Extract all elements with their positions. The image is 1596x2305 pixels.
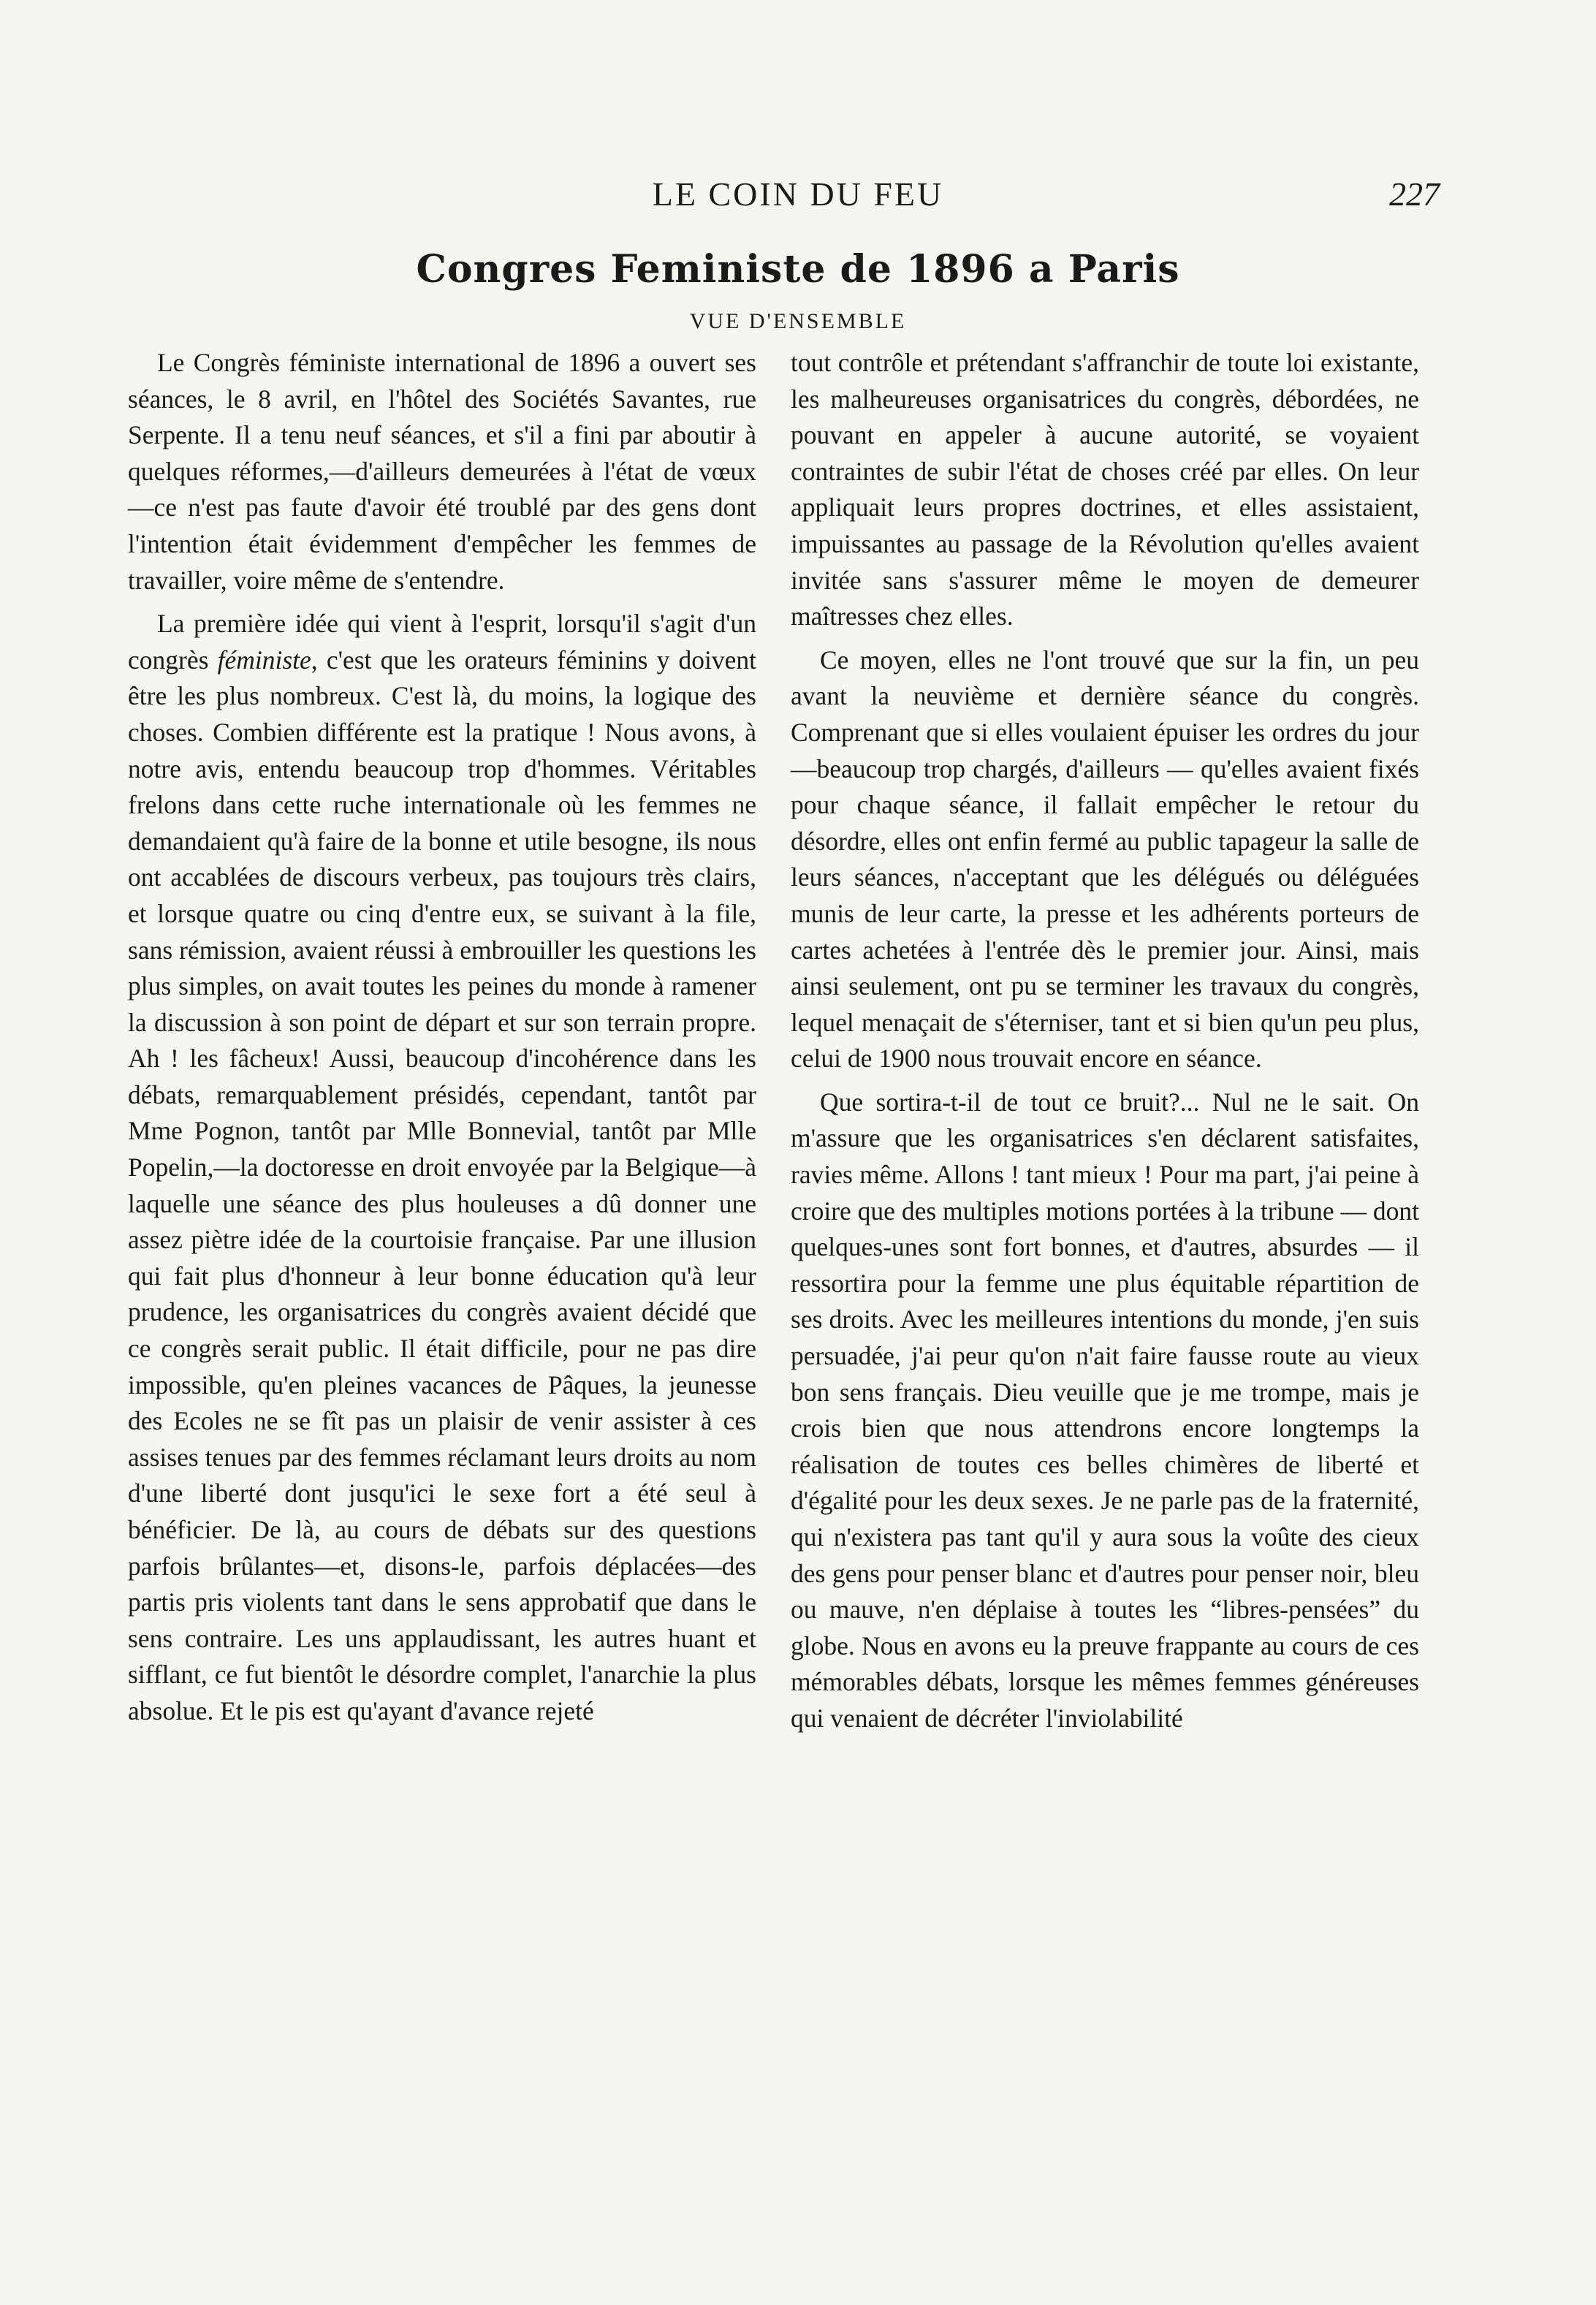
- paragraph-text: , c'est que les orateurs féminins y doivent être les plus nombreux. C'est là, du moins, la logique des choses. Combien différente est la pratique ! Nous avons, à notre avis, entendu beaucoup trop d'hommes. Véritables frelons dans cette ruche internationale où les femmes ne demandaient qu'à faire de la bonne et utile besogne, ils nous ont accablées de discours verbeux, pas toujours très clairs, et lorsque quatre ou cinq d'entre eux, se suivant à la file, sans rémission, avaient réussi à embrouiller les questions les plus simples, on avait toutes les peines du monde à ramener la discussion à son point de départ et sur son terrain propre. Ah ! les fâcheux! Aussi, beaucoup d'incohérence dans les débats, remarquablement présidés, cependant, tantôt par Mme Pognon, tantôt par Mlle Bonnevial, tantôt par Mlle Popelin,—la doctoresse en droit envoyée par la Belgique—à laquelle une séance des plus houleuses a dû donner une assez piètre idée de la courtoisie française. Par une illusion qui fait plus d'honneur à leur bonne éducation qu'à leur prudence, les organisatrices du congrès avaient décidé que ce congrès serait public. Il était difficile, pour ne pas dire impossible, qu'en pleines vacances de Pâques, la jeunesse des Ecoles ne se fît pas un plaisir de venir assister à ces assises tenues par des femmes réclamant leurs droits au nom d'une liberté dont jusqu'ici le sexe fort a été seul à bénéficier. De là, au cours de débats sur des questions parfois brûlantes—et, disons-le, parfois déplacées—des partis pris violents tant dans le sens approbatif que dans le sens contraire. Les uns applaudissant, les autres huant et sifflant, ce fut bientôt le désordre complet, l'anarchie la plus absolue. Et le pis est qu'ayant d'avance rejeté: [128, 645, 756, 1725]
- page-number: 227: [1389, 175, 1440, 213]
- paragraph: Que sortira-t-il de tout ce bruit?... Nul ne le sait. On m'assure que les organisatrices s'en déclarent satisfaites, ravies même. Allons ! tant mieux ! Pour ma part, j'ai peine à croire que des multiples motions portées à la tribune — dont quelques-unes sont fort bonnes, et d'autres, absurdes — il ressortira pour la femme une plus équitable répartition de ses droits. Avec les meilleures intentions du monde, j'en suis persuadée, j'ai peur qu'on n'ait faire fausse route au vieux bon sens français. Dieu veuille que je me trompe, mais je crois bien que nous attendrons encore longtemps la réalisation de toutes ces belles chimères de liberté et d'égalité pour les deux sexes. Je ne parle pas de la fraternité, qui n'existera pas tant qu'il y aura sous la voûte des cieux des gens pour penser blanc et d'autres pour penser noir, bleu ou mauve, n'en déplaise à toutes les “libres-pensées” du globe. Nous en avons eu la preuve frappante au cours de ces mémorables débats, lorsque les mêmes femmes généreuses qui venaient de décréter l'inviolabilité: [791, 1087, 1419, 1733]
- article-title: Congres Feministe de 1896 a Paris: [416, 247, 1180, 292]
- paragraph: tout contrôle et prétendant s'affranchir de toute loi existante, les malheureuses organisatrices du congrès, débordées, ne pouvant en appeler à aucune autorité, se voyaient contraintes de subir l'état de choses créé par elles. On leur appliquait leurs propres doctrines, et elles assistaient, impuissantes au passage de la Révolution qu'elles avaient invitée sans s'assurer même le moyen de demeurer maîtresses chez elles.: [791, 348, 1419, 631]
- paragraph-text: La première idée qui vient à l'esprit, lorsqu'il s'agit d'un congrès: [128, 609, 756, 675]
- paragraph: Le Congrès féministe international de 1896 a ouvert ses séances, le 8 avril, en l'hôtel des Sociétés Savantes, rue Serpente. Il a tenu neuf séances, et s'il a fini par aboutir à quelques réformes,—d'ailleurs demeurées à l'état de vœux—ce n'est pas faute d'avoir été troublé par des gens dont l'intention était évidemment d'empêcher les femmes de travailler, voire même de s'entendre.: [128, 348, 756, 595]
- paragraph: Ce moyen, elles ne l'ont trouvé que sur la fin, un peu avant la neuvième et dernière séance du congrès. Comprenant que si elles voulaient épuiser les ordres du jour—beaucoup trop chargés, d'ailleurs — qu'elles avaient fixés pour chaque séance, il fallait empêcher le retour du désordre, elles ont enfin fermé au public tapageur la salle de leurs séances, n'acceptant que les délégués ou déléguées munis de leur carte, la presse et les adhérents porteurs de cartes achetées à l'entrée dès le premier jour. Ainsi, mais ainsi seulement, ont pu se terminer les travaux du congrès, lequel menaçait de s'éterniser, tant et si bien qu'un peu plus, celui de 1900 nous trouvait encore en séance.: [791, 645, 1419, 1074]
- left-column: [128, 345, 756, 1737]
- right-column: [791, 345, 1419, 1744]
- running-head: [0, 172, 1596, 216]
- running-title: LE COIN DU FEU: [652, 175, 944, 213]
- article-subtitle: VUE D'ENSEMBLE: [689, 309, 907, 333]
- paragraph: [128, 606, 756, 1729]
- emphasis-text: féministe: [217, 645, 311, 675]
